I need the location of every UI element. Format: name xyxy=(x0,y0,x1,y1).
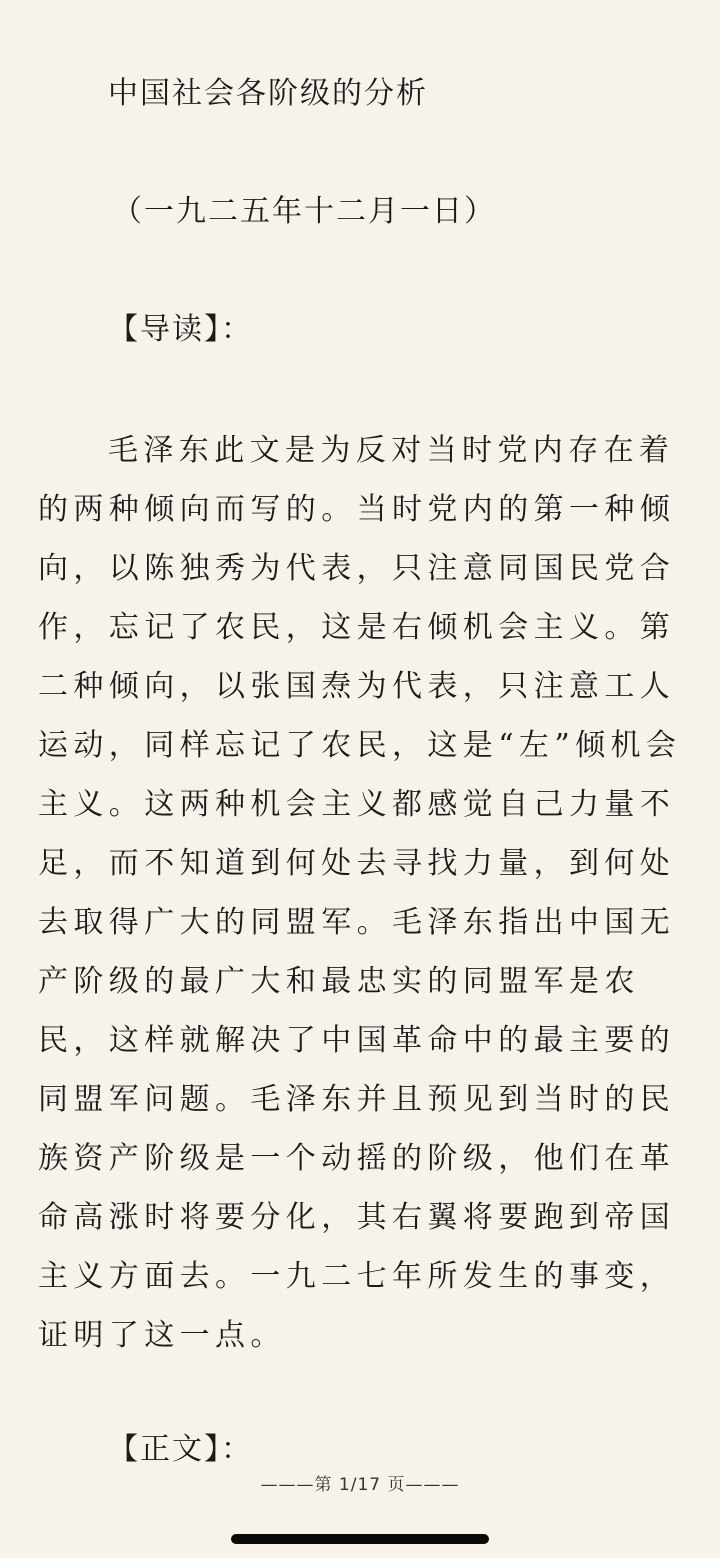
document-title: 中国社会各阶级的分析 xyxy=(108,76,428,111)
guide-paragraph: 毛泽东此文是为反对当时党内存在着的两种倾向而写的。当时党内的第一种倾向，以陈独秀为代表，只注意同国民党合作，忘记了农民，这是右倾机会主义。第二种倾向，以张国焘为代表，只注意工人运动，同样忘记了农民，这是“左”倾机会主义。这两种机会主义都感觉自己力量不足，而不知道到何处去寻找力量，到何处去取得广大的同盟军。毛泽东指出中国无产阶级的最广大和最忠实的同盟军是农民，这样就解决了中国革命中的最主要的同盟军问题。毛泽东并且预见到当时的民族资产阶级是一个动摇的阶级，他们在革命高涨时将要分化，其右翼将要跑到帝国主义方面去。一九二七年所发生的事变，证明了这一点。 xyxy=(38,433,682,1353)
page-indicator: ———第 1/17 页——— xyxy=(260,1475,460,1495)
body-heading: 【正文】： xyxy=(108,1432,253,1467)
guide-heading: 【导读】： xyxy=(108,312,253,347)
document-date: （一九二五年十二月一日） xyxy=(112,194,496,229)
home-indicator[interactable] xyxy=(231,1534,489,1544)
